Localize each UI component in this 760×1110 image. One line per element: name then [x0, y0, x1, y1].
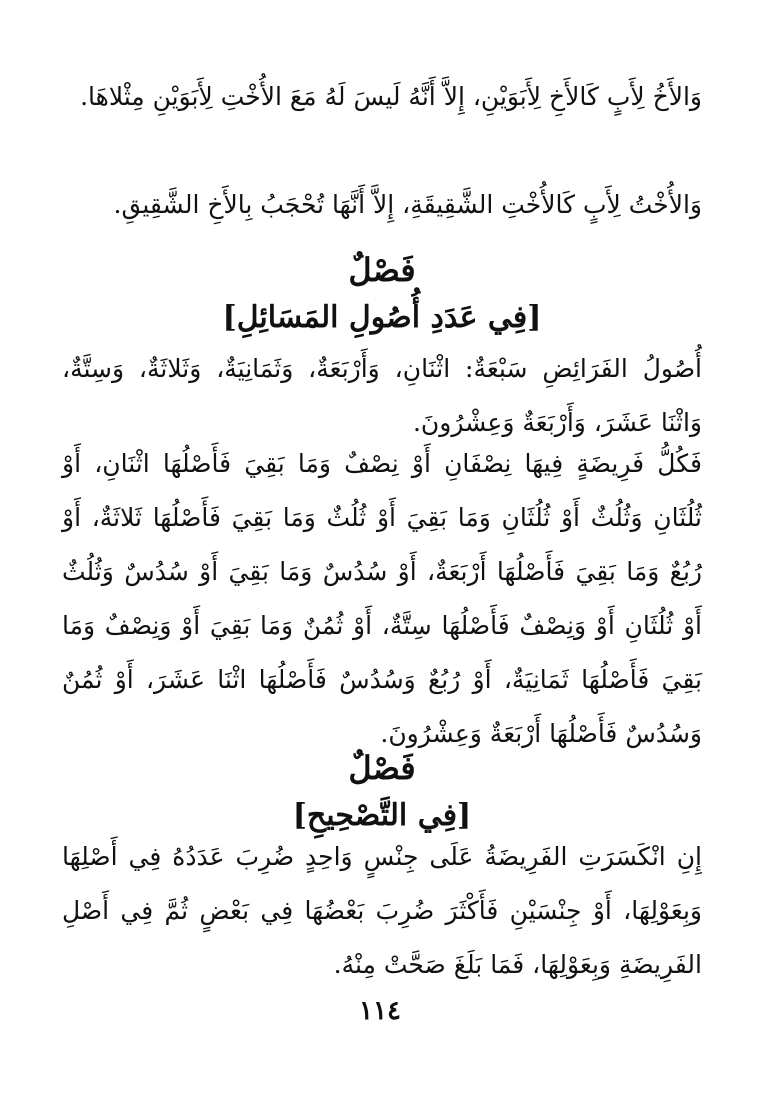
- paragraph-paternal-sister: وَالأُخْتُ لِأَبٍ كَالأُخْتِ الشَّقِيقَةِ، إِلاَّ أَنَّهَا تُحْجَبُ بِالأَخِ الشَّقِيقِ.: [113, 190, 702, 219]
- section-subheading-usul: [فِي عَدَدِ أُصُولِ المَسَائِلِ]: [222, 300, 542, 335]
- page-number: ١١٤: [359, 996, 401, 1026]
- paragraph-usul-detail: فَكُلُّ فَرِيضَةٍ فِيهَا نِصْفَانِ أَوْ نِصْفٌ وَمَا بَقِيَ فَأَصْلُهَا اثْنَانِ، أَوْ ثُلُثَانِ وَثُلُثٌ أَوْ ثُلُثَانِ وَمَا بَقِيَ أَوْ ثُلُثٌ وَمَا بَقِيَ فَأَصْلُهَا ثَلاثَةٌ، أَوْ رُبُعٌ وَمَا بَقِيَ فَأَصْلُهَا أَرْبَعَةٌ، أَوْ سُدُسٌ وَمَا بَقِيَ أَوْ سُدُسٌ وَثُلُثٌ أَوْ ثُلُثَانِ أَوْ وَنِصْفٌ فَأَصْلُهَا سِتَّةٌ، أَوْ ثُمُنٌ وَمَا بَقِيَ أَوْ وَنِصْفٌ وَمَا بَقِيَ فَأَصْلُهَا ثَمَانِيَةٌ، أَوْ رُبُعٌ وَسُدُسٌ فَأَصْلُهَا اثْنَا عَشَرَ، أَوْ ثُمُنٌ وَسُدُسٌ فَأَصْلُهَا أَرْبَعَةٌ وَعِشْرُونَ.: [62, 449, 702, 748]
- paragraph-tashih: إِنِ انْكَسَرَتِ الفَرِيضَةُ عَلَى جِنْسٍ وَاحِدٍ ضُرِبَ عَدَدُهُ فِي أَصْلِهَا وَبِعَوْلِهَا، أَوْ جِنْسَيْنِ فَأَكْثَرَ ضُرِبَ بَعْضُهَا فِي بَعْضٍ ثُمَّ فِي أَصْلِ الفَرِيضَةِ وَبِعَوْلِهَا، فَمَا بَلَغَ صَحَّتْ مِنْهُ.: [62, 842, 702, 979]
- paragraph-paternal-brother: وَالأَخُ لِأَبٍ كَالأَخِ لِأَبَوَيْنِ، إِلاَّ أَنَّهُ لَيسَ لَهُ مَعَ الأُخْتِ لِأَبَوَيْنِ مِثْلاهَا.: [80, 82, 702, 111]
- paragraph-usul-count: أُصُولُ الفَرَائِضِ سَبْعَةٌ: اثْنَانِ، وَأَرْبَعَةٌ، وَثَمَانِيَةٌ، وَثَلاثَةٌ، وَسِتَّةٌ، وَاثْنَا عَشَرَ، وَأَرْبَعَةٌ وَعِشْرُونَ.: [62, 354, 702, 437]
- section-heading-usul: فَصْلٌ: [348, 251, 416, 289]
- section-heading-tashih: فَصْلٌ: [348, 749, 416, 787]
- section-subheading-tashih: [فِي التَّصْحِيحِ]: [292, 798, 472, 833]
